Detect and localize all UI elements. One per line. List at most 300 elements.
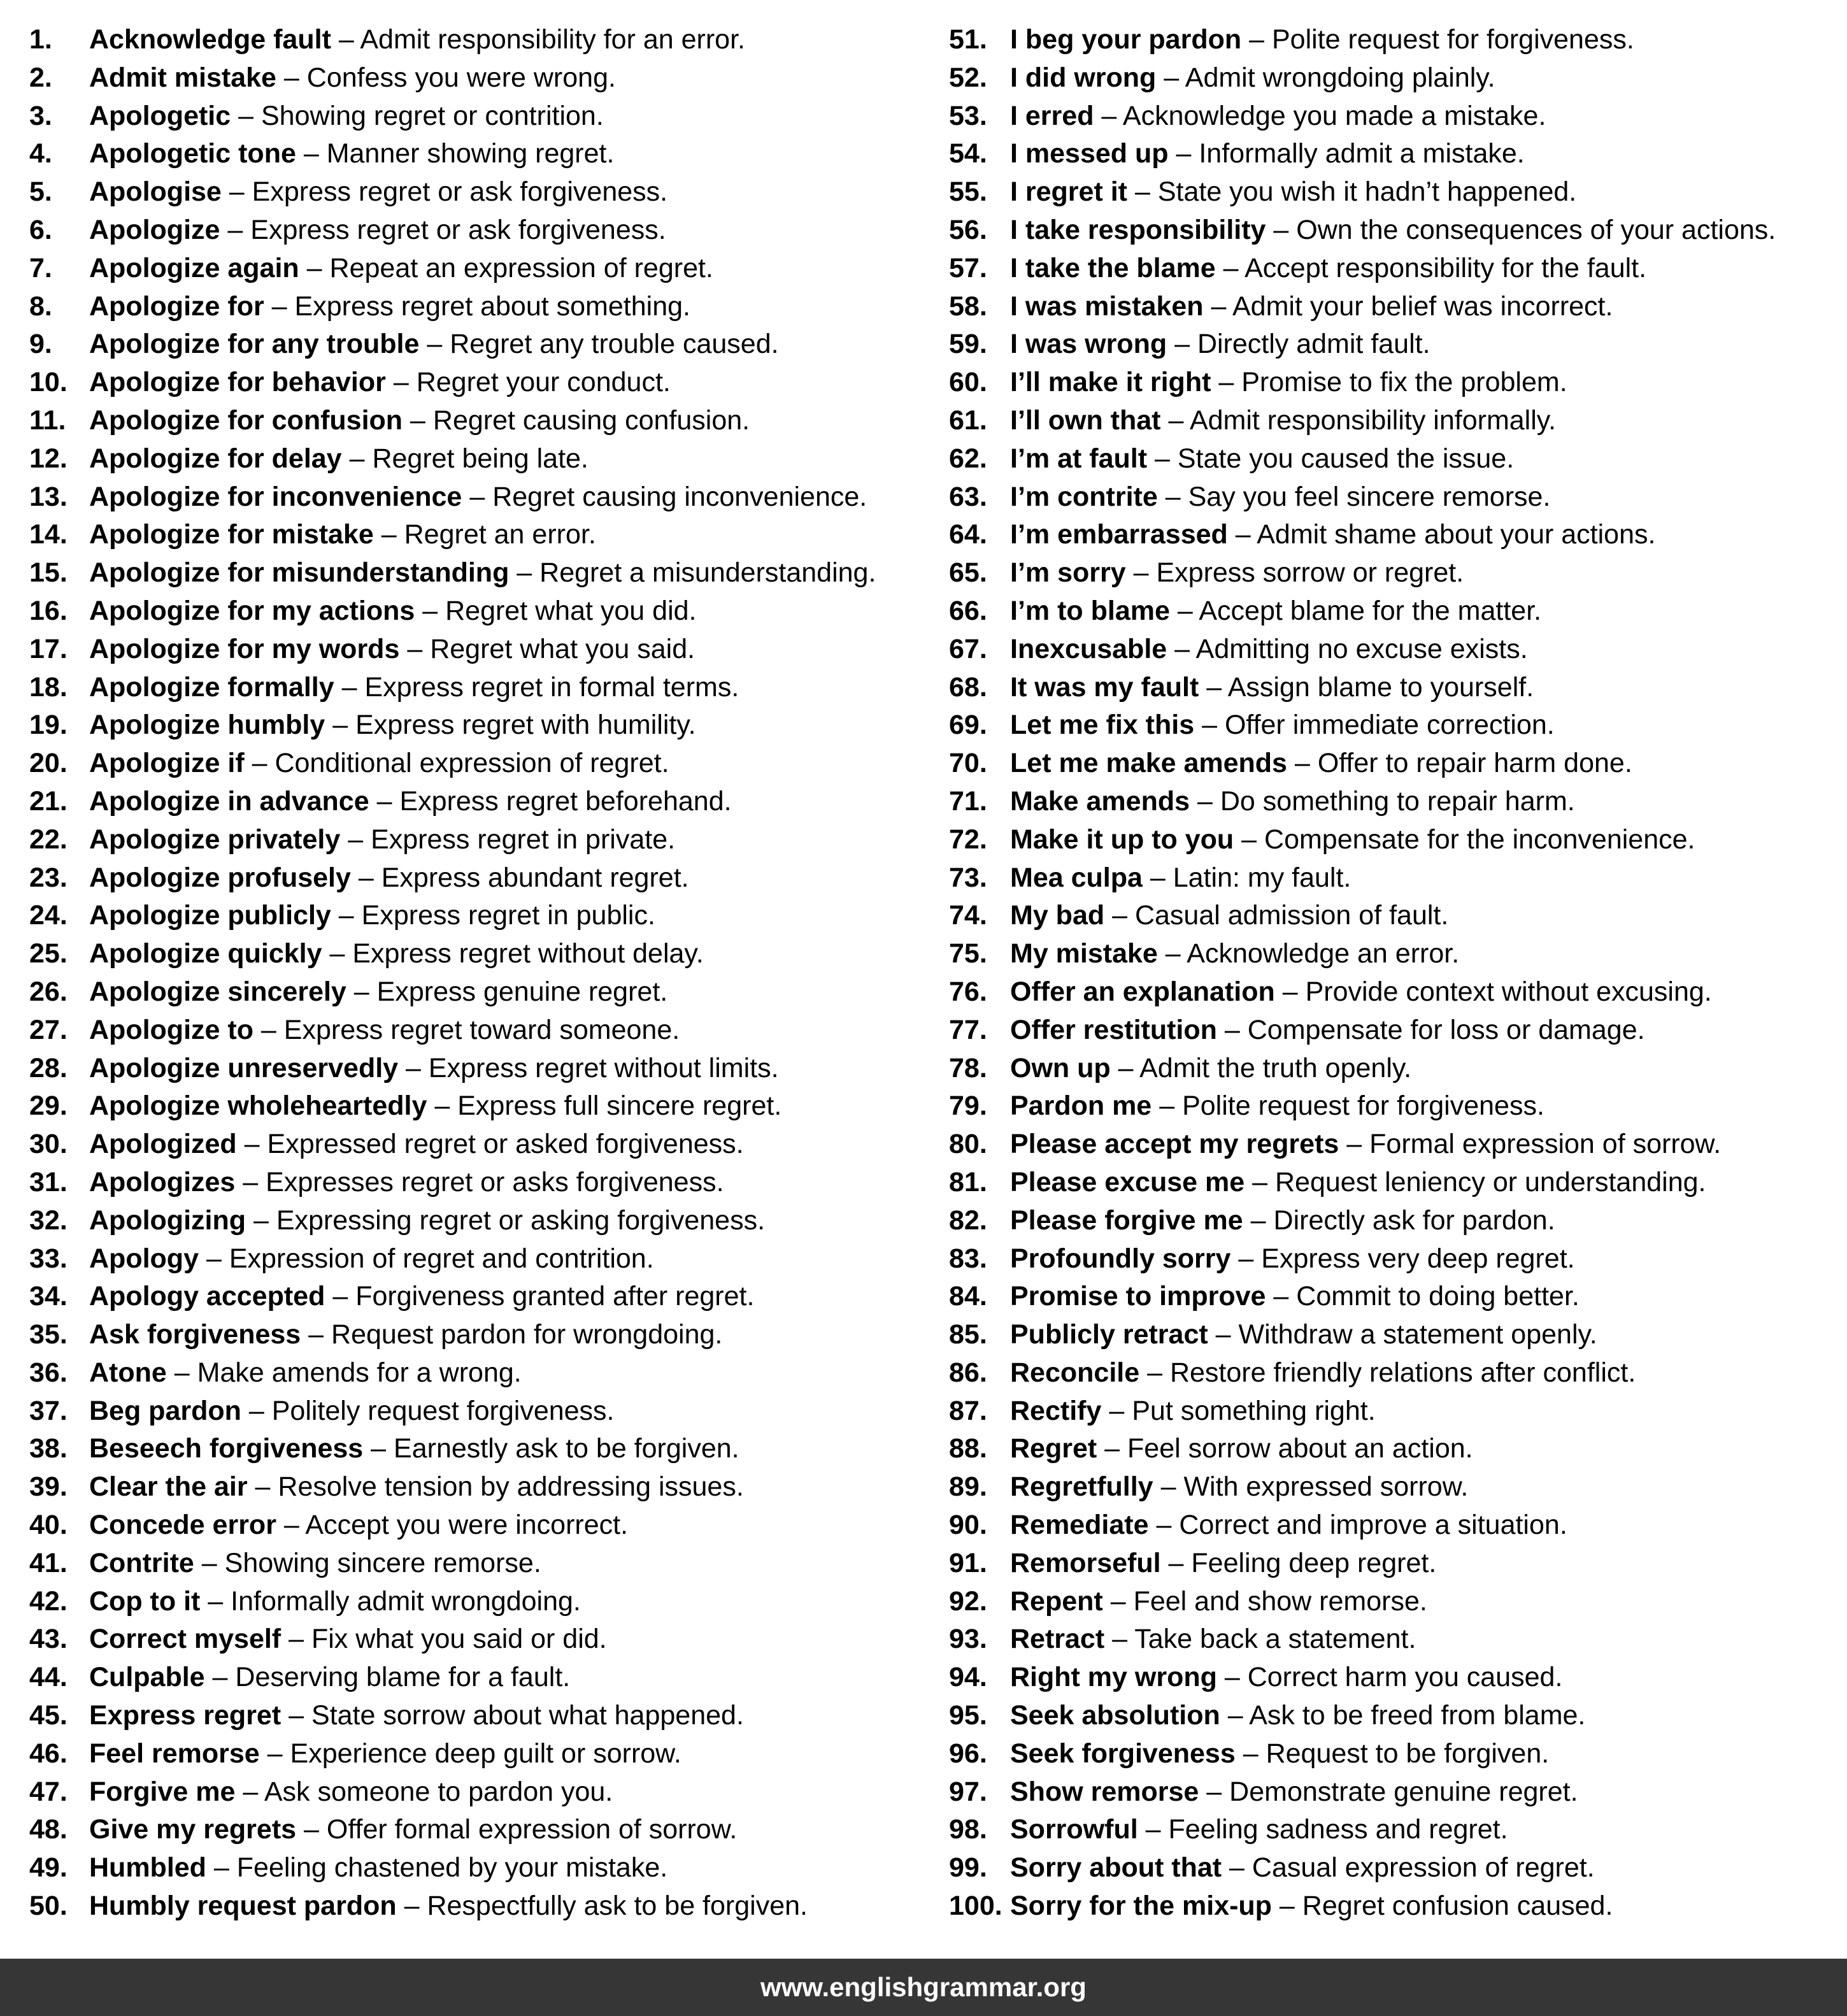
list-item xyxy=(949,1392,1776,1431)
list-item xyxy=(29,1430,876,1468)
list-item xyxy=(949,250,1776,288)
item-number: 19. xyxy=(29,710,68,741)
item-number: 50. xyxy=(29,1891,68,1922)
item-number: 23. xyxy=(29,862,68,893)
item-definition: Regret any trouble caused. xyxy=(450,329,779,360)
list-item xyxy=(29,1278,876,1316)
item-definition: Say you feel sincere remorse. xyxy=(1188,481,1551,512)
item-number: 14. xyxy=(29,519,68,550)
list-item xyxy=(29,1468,876,1506)
list-item xyxy=(29,440,876,478)
item-separator: – xyxy=(1101,100,1117,131)
list-item xyxy=(29,783,876,821)
item-number: 46. xyxy=(29,1738,68,1769)
list-item xyxy=(29,97,876,136)
item-separator: – xyxy=(213,1852,229,1884)
list-item xyxy=(949,1087,1776,1126)
item-term: Apology accepted xyxy=(89,1281,325,1312)
item-number: 69. xyxy=(949,710,987,741)
item-separator: – xyxy=(1112,900,1128,931)
item-separator: – xyxy=(212,1662,228,1693)
item-separator: – xyxy=(303,138,319,169)
item-separator: – xyxy=(1133,557,1149,589)
item-term: Inexcusable xyxy=(1010,633,1167,664)
list-item xyxy=(29,1087,876,1126)
item-term: Apologized xyxy=(89,1129,237,1160)
item-separator: – xyxy=(1243,1738,1259,1769)
item-separator: – xyxy=(243,1776,259,1807)
item-definition: Confess you were wrong. xyxy=(306,62,616,93)
item-number: 78. xyxy=(949,1052,987,1083)
item-separator: – xyxy=(289,1700,304,1731)
item-term: Apologize for mistake xyxy=(89,519,374,550)
item-number: 55. xyxy=(949,176,987,208)
item-number: 37. xyxy=(29,1395,68,1426)
item-term: Remediate xyxy=(1010,1510,1149,1541)
list-item xyxy=(29,1697,876,1735)
item-number: 73. xyxy=(949,862,987,893)
item-term: I’m sorry xyxy=(1010,557,1126,589)
item-number: 13. xyxy=(29,481,68,512)
item-number: 85. xyxy=(949,1319,987,1350)
item-number: 10. xyxy=(29,367,68,398)
item-number: 20. xyxy=(29,748,68,779)
item-term: Sorry about that xyxy=(1010,1852,1222,1884)
item-number: 2. xyxy=(29,62,52,93)
list-item xyxy=(949,173,1776,211)
item-term: Apologetic xyxy=(89,100,231,131)
item-number: 96. xyxy=(949,1738,987,1769)
list-item xyxy=(949,973,1776,1012)
list-item xyxy=(29,706,876,745)
item-separator: – xyxy=(1206,671,1222,703)
item-number: 72. xyxy=(949,824,987,855)
item-number: 92. xyxy=(949,1585,987,1617)
item-number: 51. xyxy=(949,24,987,55)
item-term: I regret it xyxy=(1010,176,1127,208)
item-separator: – xyxy=(1235,519,1251,550)
list-item xyxy=(29,1887,876,1926)
list-item xyxy=(29,1620,876,1659)
item-number: 43. xyxy=(29,1624,68,1655)
item-term: Correct myself xyxy=(89,1624,282,1655)
item-term: Apologize for xyxy=(89,290,264,322)
item-term: Apologize for inconvenience xyxy=(89,481,462,512)
item-definition: Express regret with humility. xyxy=(355,710,696,741)
item-term: Promise to improve xyxy=(1010,1281,1266,1312)
item-definition: Informally admit a mistake. xyxy=(1199,138,1525,169)
item-definition: Expression of regret and contrition. xyxy=(229,1243,654,1274)
item-definition: Commit to doing better. xyxy=(1296,1281,1580,1312)
item-number: 26. xyxy=(29,976,68,1007)
item-definition: Earnestly ask to be forgiven. xyxy=(394,1433,739,1464)
item-term: Apologize xyxy=(89,214,220,245)
item-definition: Express full sincere regret. xyxy=(457,1090,782,1122)
list-item xyxy=(29,288,876,326)
item-number: 93. xyxy=(949,1624,987,1655)
list-item xyxy=(29,1583,876,1621)
item-definition: Compensate for loss or damage. xyxy=(1247,1014,1645,1045)
item-number: 28. xyxy=(29,1052,68,1083)
item-separator: – xyxy=(422,595,438,626)
list-item xyxy=(949,516,1776,554)
item-term: I erred xyxy=(1010,100,1094,131)
list-item xyxy=(949,1697,1776,1735)
item-term: I’ll make it right xyxy=(1010,367,1211,398)
item-number: 31. xyxy=(29,1166,68,1197)
item-separator: – xyxy=(1279,1891,1295,1922)
item-number: 84. xyxy=(949,1281,987,1312)
item-number: 52. xyxy=(949,62,987,93)
item-separator: – xyxy=(1168,404,1184,436)
item-definition: Admit responsibility informally. xyxy=(1189,404,1557,436)
item-separator: – xyxy=(306,252,322,283)
item-definition: Accept you were incorrect. xyxy=(305,1510,629,1541)
item-number: 81. xyxy=(949,1166,987,1197)
item-definition: Regret being late. xyxy=(372,443,588,474)
item-term: Apologize profusely xyxy=(89,862,351,893)
item-number: 76. xyxy=(949,976,987,1007)
item-number: 18. xyxy=(29,671,68,703)
item-definition: Compensate for the inconvenience. xyxy=(1264,824,1695,855)
item-separator: – xyxy=(1156,1510,1172,1541)
item-definition: Assign blame to yourself. xyxy=(1227,671,1534,703)
item-definition: Fix what you said or did. xyxy=(311,1624,607,1655)
item-number: 68. xyxy=(949,671,987,703)
item-term: I take the blame xyxy=(1010,252,1216,283)
item-number: 63. xyxy=(949,481,987,512)
item-definition: Regret your conduct. xyxy=(416,367,671,398)
item-term: Sorry for the mix-up xyxy=(1010,1891,1272,1922)
item-separator: – xyxy=(304,1814,319,1845)
item-term: Please forgive me xyxy=(1010,1205,1243,1236)
item-separator: – xyxy=(376,785,392,817)
list-item xyxy=(29,973,876,1012)
list-item xyxy=(29,821,876,859)
item-definition: Ask to be freed from blame. xyxy=(1249,1700,1586,1731)
item-number: 62. xyxy=(949,443,987,474)
item-separator: – xyxy=(1249,24,1265,55)
item-separator: – xyxy=(348,824,364,855)
item-separator: – xyxy=(283,62,299,93)
item-definition: Polite request for forgiveness. xyxy=(1182,1090,1544,1122)
item-separator: – xyxy=(349,443,365,474)
list-item xyxy=(29,1773,876,1812)
item-separator: – xyxy=(201,1547,217,1578)
item-term: Show remorse xyxy=(1010,1776,1199,1807)
list-item xyxy=(29,1811,876,1849)
item-term: Seek forgiveness xyxy=(1010,1738,1236,1769)
item-number: 70. xyxy=(949,748,987,779)
item-term: Rectify xyxy=(1010,1395,1102,1426)
list-item xyxy=(29,173,876,211)
item-number: 39. xyxy=(29,1471,68,1503)
item-separator: – xyxy=(332,710,348,741)
item-term: Apologize unreservedly xyxy=(89,1052,399,1083)
item-separator: – xyxy=(244,1129,260,1160)
item-term: I’m embarrassed xyxy=(1010,519,1228,550)
item-definition: Express regret about something. xyxy=(294,290,690,322)
item-definition: Acknowledge an error. xyxy=(1187,938,1460,969)
list-item xyxy=(949,1773,1776,1812)
item-term: Repent xyxy=(1010,1585,1103,1617)
item-definition: Feeling chastened by your mistake. xyxy=(236,1852,668,1884)
item-number: 67. xyxy=(949,633,987,664)
item-number: 9. xyxy=(29,329,52,360)
item-definition: Withdraw a statement openly. xyxy=(1238,1319,1597,1350)
list-item xyxy=(949,325,1776,364)
item-separator: – xyxy=(1197,785,1213,817)
list-item xyxy=(29,1506,876,1545)
item-number: 32. xyxy=(29,1205,68,1236)
list-item xyxy=(29,1012,876,1050)
list-item xyxy=(949,669,1776,707)
item-separator: – xyxy=(1294,748,1310,779)
item-term: Seek absolution xyxy=(1010,1700,1220,1731)
item-definition: Regret causing inconvenience. xyxy=(492,481,867,512)
item-number: 98. xyxy=(949,1814,987,1845)
item-term: Acknowledge fault xyxy=(89,24,331,55)
list-item xyxy=(29,250,876,288)
list-item xyxy=(29,1354,876,1392)
list-item xyxy=(29,21,876,59)
item-term: Apology xyxy=(89,1243,199,1274)
item-separator: – xyxy=(410,404,425,436)
item-separator: – xyxy=(1206,1776,1222,1807)
item-term: Humbly request pardon xyxy=(89,1891,397,1922)
list-item xyxy=(949,478,1776,517)
item-term: Regret xyxy=(1010,1433,1097,1464)
list-item xyxy=(949,1506,1776,1545)
item-definition: Regret an error. xyxy=(404,519,596,550)
item-separator: – xyxy=(371,1433,387,1464)
item-number: 58. xyxy=(949,290,987,322)
item-separator: – xyxy=(1346,1129,1362,1160)
list-item xyxy=(949,1164,1776,1202)
item-number: 3. xyxy=(29,100,52,131)
left-column xyxy=(29,21,876,1926)
item-definition: Expressed regret or asked forgiveness. xyxy=(267,1129,744,1160)
item-number: 29. xyxy=(29,1090,68,1122)
list-item xyxy=(29,1392,876,1431)
item-definition: Repeat an expression of regret. xyxy=(329,252,713,283)
item-number: 42. xyxy=(29,1585,68,1617)
item-separator: – xyxy=(1224,1662,1240,1693)
item-definition: Admit responsibility for an error. xyxy=(360,24,745,55)
item-definition: Provide context without excusing. xyxy=(1305,976,1712,1007)
item-number: 22. xyxy=(29,824,68,855)
list-item xyxy=(29,402,876,440)
item-separator: – xyxy=(238,100,254,131)
item-number: 88. xyxy=(949,1433,987,1464)
item-number: 77. xyxy=(949,1014,987,1045)
item-definition: Express regret toward someone. xyxy=(283,1014,680,1045)
item-separator: – xyxy=(1238,1243,1254,1274)
item-definition: Showing regret or contrition. xyxy=(261,100,604,131)
item-number: 33. xyxy=(29,1243,68,1274)
item-term: Apologize for misunderstanding xyxy=(89,557,510,589)
item-number: 86. xyxy=(949,1357,987,1388)
item-term: Make amends xyxy=(1010,785,1190,817)
item-separator: – xyxy=(1223,252,1239,283)
item-definition: Admit the truth openly. xyxy=(1139,1052,1412,1083)
item-separator: – xyxy=(1134,176,1150,208)
footer-bar xyxy=(0,1959,1847,2016)
item-definition: Admit your belief was incorrect. xyxy=(1232,290,1613,322)
item-separator: – xyxy=(1229,1852,1244,1884)
item-separator: – xyxy=(1145,1814,1161,1845)
item-separator: – xyxy=(1159,1090,1175,1122)
item-term: Let me fix this xyxy=(1010,710,1195,741)
item-separator: – xyxy=(1160,1471,1176,1503)
item-definition: Regret causing confusion. xyxy=(432,404,750,436)
item-separator: – xyxy=(332,1281,348,1312)
item-term: Publicly retract xyxy=(1010,1319,1208,1350)
item-term: Mea culpa xyxy=(1010,862,1143,893)
item-definition: Offer to repair harm done. xyxy=(1317,748,1632,779)
item-separator: – xyxy=(1174,633,1190,664)
item-definition: Own the consequences of your actions. xyxy=(1296,214,1776,245)
item-term: Admit mistake xyxy=(89,62,276,93)
list-item xyxy=(29,592,876,631)
item-separator: – xyxy=(208,1585,224,1617)
item-term: My mistake xyxy=(1010,938,1158,969)
item-term: Humbled xyxy=(89,1852,206,1884)
item-number: 83. xyxy=(949,1243,987,1274)
item-separator: – xyxy=(381,519,397,550)
item-term: Sorrowful xyxy=(1010,1814,1138,1845)
item-term: Give my regrets xyxy=(89,1814,297,1845)
item-number: 35. xyxy=(29,1319,68,1350)
item-term: Please accept my regrets xyxy=(1010,1129,1339,1160)
item-separator: – xyxy=(1273,1281,1289,1312)
list-item xyxy=(949,1012,1776,1050)
item-term: Pardon me xyxy=(1010,1090,1152,1122)
item-separator: – xyxy=(255,1471,271,1503)
item-number: 1. xyxy=(29,24,52,55)
item-term: Offer an explanation xyxy=(1010,976,1275,1007)
item-number: 71. xyxy=(949,785,987,817)
item-term: Apologize for my actions xyxy=(89,595,415,626)
item-number: 25. xyxy=(29,938,68,969)
item-separator: – xyxy=(227,214,243,245)
item-number: 17. xyxy=(29,633,68,664)
item-term: I did wrong xyxy=(1010,62,1157,93)
list-item xyxy=(949,1240,1776,1278)
item-term: Beg pardon xyxy=(89,1395,241,1426)
item-definition: Express regret in public. xyxy=(361,900,655,931)
item-term: Apologetic tone xyxy=(89,138,296,169)
item-separator: – xyxy=(341,671,357,703)
item-definition: Informally admit wrongdoing. xyxy=(231,1585,581,1617)
item-separator: – xyxy=(1241,824,1257,855)
item-separator: – xyxy=(353,976,369,1007)
list-item xyxy=(949,1468,1776,1506)
item-term: Please excuse me xyxy=(1010,1166,1245,1197)
list-item xyxy=(949,1126,1776,1164)
item-term: Apologize if xyxy=(89,748,245,779)
item-term: Apologize wholeheartedly xyxy=(89,1090,427,1122)
item-number: 54. xyxy=(949,138,987,169)
item-term: Apologize to xyxy=(89,1014,253,1045)
item-number: 30. xyxy=(29,1129,68,1160)
item-definition: Deserving blame for a fault. xyxy=(235,1662,571,1693)
list-item xyxy=(949,706,1776,745)
list-item xyxy=(949,1887,1776,1926)
item-definition: Resolve tension by addressing issues. xyxy=(278,1471,744,1503)
item-definition: Offer formal expression of sorrow. xyxy=(326,1814,738,1845)
item-separator: – xyxy=(1227,1700,1243,1731)
list-item xyxy=(949,859,1776,897)
item-definition: Regret what you did. xyxy=(445,595,697,626)
item-definition: Showing sincere remorse. xyxy=(224,1547,541,1578)
item-separator: – xyxy=(1252,1166,1268,1197)
item-definition: State you wish it hadn’t happened. xyxy=(1157,176,1577,208)
item-number: 64. xyxy=(949,519,987,550)
item-separator: – xyxy=(253,1205,269,1236)
item-term: It was my fault xyxy=(1010,671,1199,703)
item-term: Own up xyxy=(1010,1052,1111,1083)
item-definition: Express regret beforehand. xyxy=(399,785,732,817)
item-separator: – xyxy=(1215,1319,1231,1350)
item-separator: – xyxy=(283,1510,299,1541)
item-number: 66. xyxy=(949,595,987,626)
list-item xyxy=(949,554,1776,592)
item-term: Apologize publicly xyxy=(89,900,331,931)
list-item xyxy=(949,402,1776,440)
item-term: Remorseful xyxy=(1010,1547,1161,1578)
item-definition: Make amends for a wrong. xyxy=(197,1357,522,1388)
item-term: Apologize quickly xyxy=(89,938,322,969)
item-number: 47. xyxy=(29,1776,68,1807)
item-separator: – xyxy=(308,1319,324,1350)
item-definition: Feeling sadness and regret. xyxy=(1168,1814,1508,1845)
list-item xyxy=(29,364,876,402)
item-definition: Manner showing regret. xyxy=(326,138,615,169)
item-separator: – xyxy=(1165,938,1181,969)
item-definition: Conditional expression of regret. xyxy=(275,748,669,779)
item-definition: Express abundant regret. xyxy=(381,862,689,893)
item-term: Retract xyxy=(1010,1624,1105,1655)
item-term: Apologize formally xyxy=(89,671,334,703)
item-number: 11. xyxy=(29,404,66,436)
item-separator: – xyxy=(1165,481,1181,512)
item-term: Concede error xyxy=(89,1510,276,1541)
item-definition: Casual admission of fault. xyxy=(1134,900,1449,931)
item-definition: Restore friendly relations after conflict. xyxy=(1169,1357,1636,1388)
item-number: 57. xyxy=(949,252,987,283)
item-separator: – xyxy=(1112,1624,1128,1655)
item-number: 82. xyxy=(949,1205,987,1236)
list-item xyxy=(949,1659,1776,1697)
item-definition: Express very deep regret. xyxy=(1261,1243,1575,1274)
item-number: 89. xyxy=(949,1471,987,1503)
list-item xyxy=(949,821,1776,859)
item-term: Express regret xyxy=(89,1700,282,1731)
item-definition: Admitting no excuse exists. xyxy=(1195,633,1528,664)
item-term: Offer restitution xyxy=(1010,1014,1217,1045)
item-definition: Put something right. xyxy=(1132,1395,1376,1426)
list-item xyxy=(949,440,1776,478)
item-separator: – xyxy=(338,900,354,931)
list-item xyxy=(29,1735,876,1773)
right-column xyxy=(949,21,1776,1926)
item-term: Forgive me xyxy=(89,1776,236,1807)
item-term: Apologize privately xyxy=(89,824,341,855)
item-definition: Accept blame for the matter. xyxy=(1199,595,1542,626)
item-number: 56. xyxy=(949,214,987,245)
list-item xyxy=(949,1050,1776,1088)
